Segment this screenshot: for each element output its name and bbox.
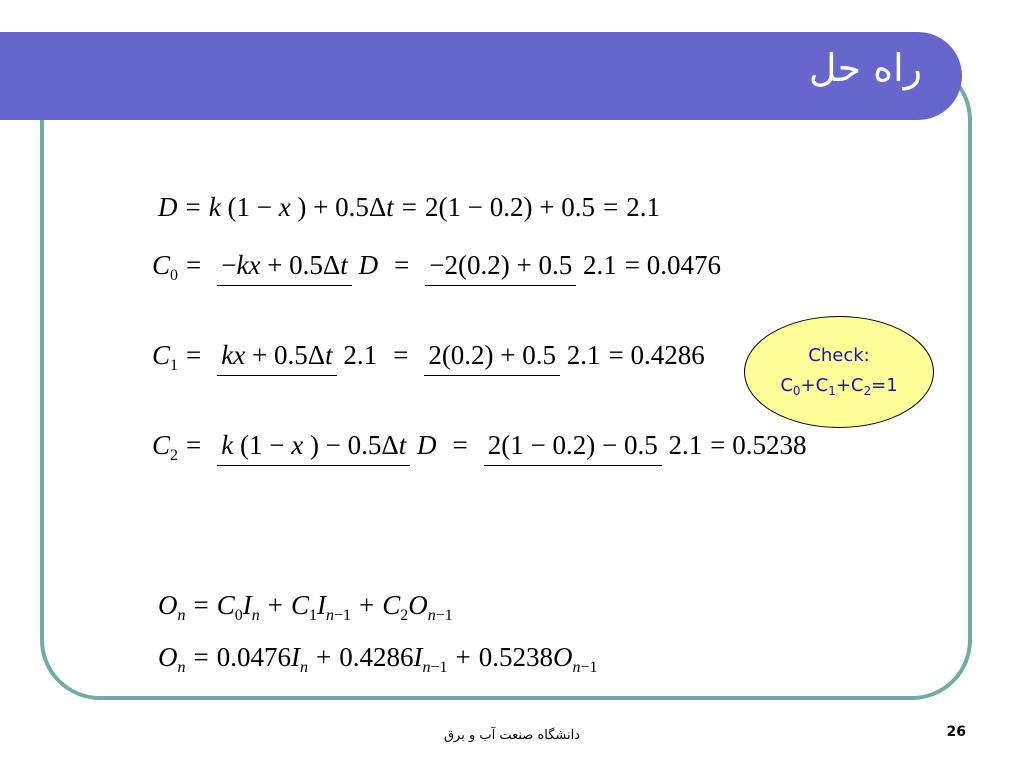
c2-fraction-numeric: 2(1 − 0.2) − 0.5 2.1 [484,430,702,461]
equation-c0: $C_0$ = −kx + 0.5Δt D = −2(0.2) + 0.5 2.1 = 0.0476 [152,250,721,284]
c1-result: = 0.4286 [608,340,705,370]
footer-university: دانشگاه صنعت آب و برق [443,728,581,743]
check-callout [744,316,934,428]
callout-line1: Check: [808,345,870,366]
callout-line2: $C_0+C_1+C_2=1$ [780,375,898,398]
equation-c2: $C_2$ = k (1 − x ) − 0.5Δt D = 2(1 − 0.2) − 0.5 2.1 = 0.5238 [152,430,807,464]
equation-on-general: $O_n = C_0I_n + C_1I_{n-1} + C_2O_{n-1}$ [158,590,453,624]
c2-result: = 0.5238 [710,430,807,460]
slide-title: راه حل [808,46,922,90]
page-number: 26 [946,724,966,740]
c0-fraction-numeric: −2(0.2) + 0.5 2.1 [425,250,616,281]
equation-on-numeric: $O_n = 0.0476I_n + 0.4286I_{n-1} + 0.5238O_{n-1}$ [158,642,598,676]
title-bar [0,32,962,120]
c0-result: = 0.0476 [624,250,721,280]
c1-fraction-numeric: 2(0.2) + 0.5 2.1 [424,340,600,371]
c2-fraction-symbolic: k (1 − x ) − 0.5Δt D [217,430,436,461]
equation-c1: $C_1$ = kx + 0.5Δt 2.1 = 2(0.2) + 0.5 2.1 = 0.4286 [152,340,705,374]
equation-d: D = k (1 − x ) + 0.5Δt = 2(1 − 0.2) + 0.5 = 2.1 [158,192,660,222]
c1-fraction-symbolic: kx + 0.5Δt 2.1 [217,340,377,371]
c0-fraction-symbolic: −kx + 0.5Δt D [217,250,378,281]
